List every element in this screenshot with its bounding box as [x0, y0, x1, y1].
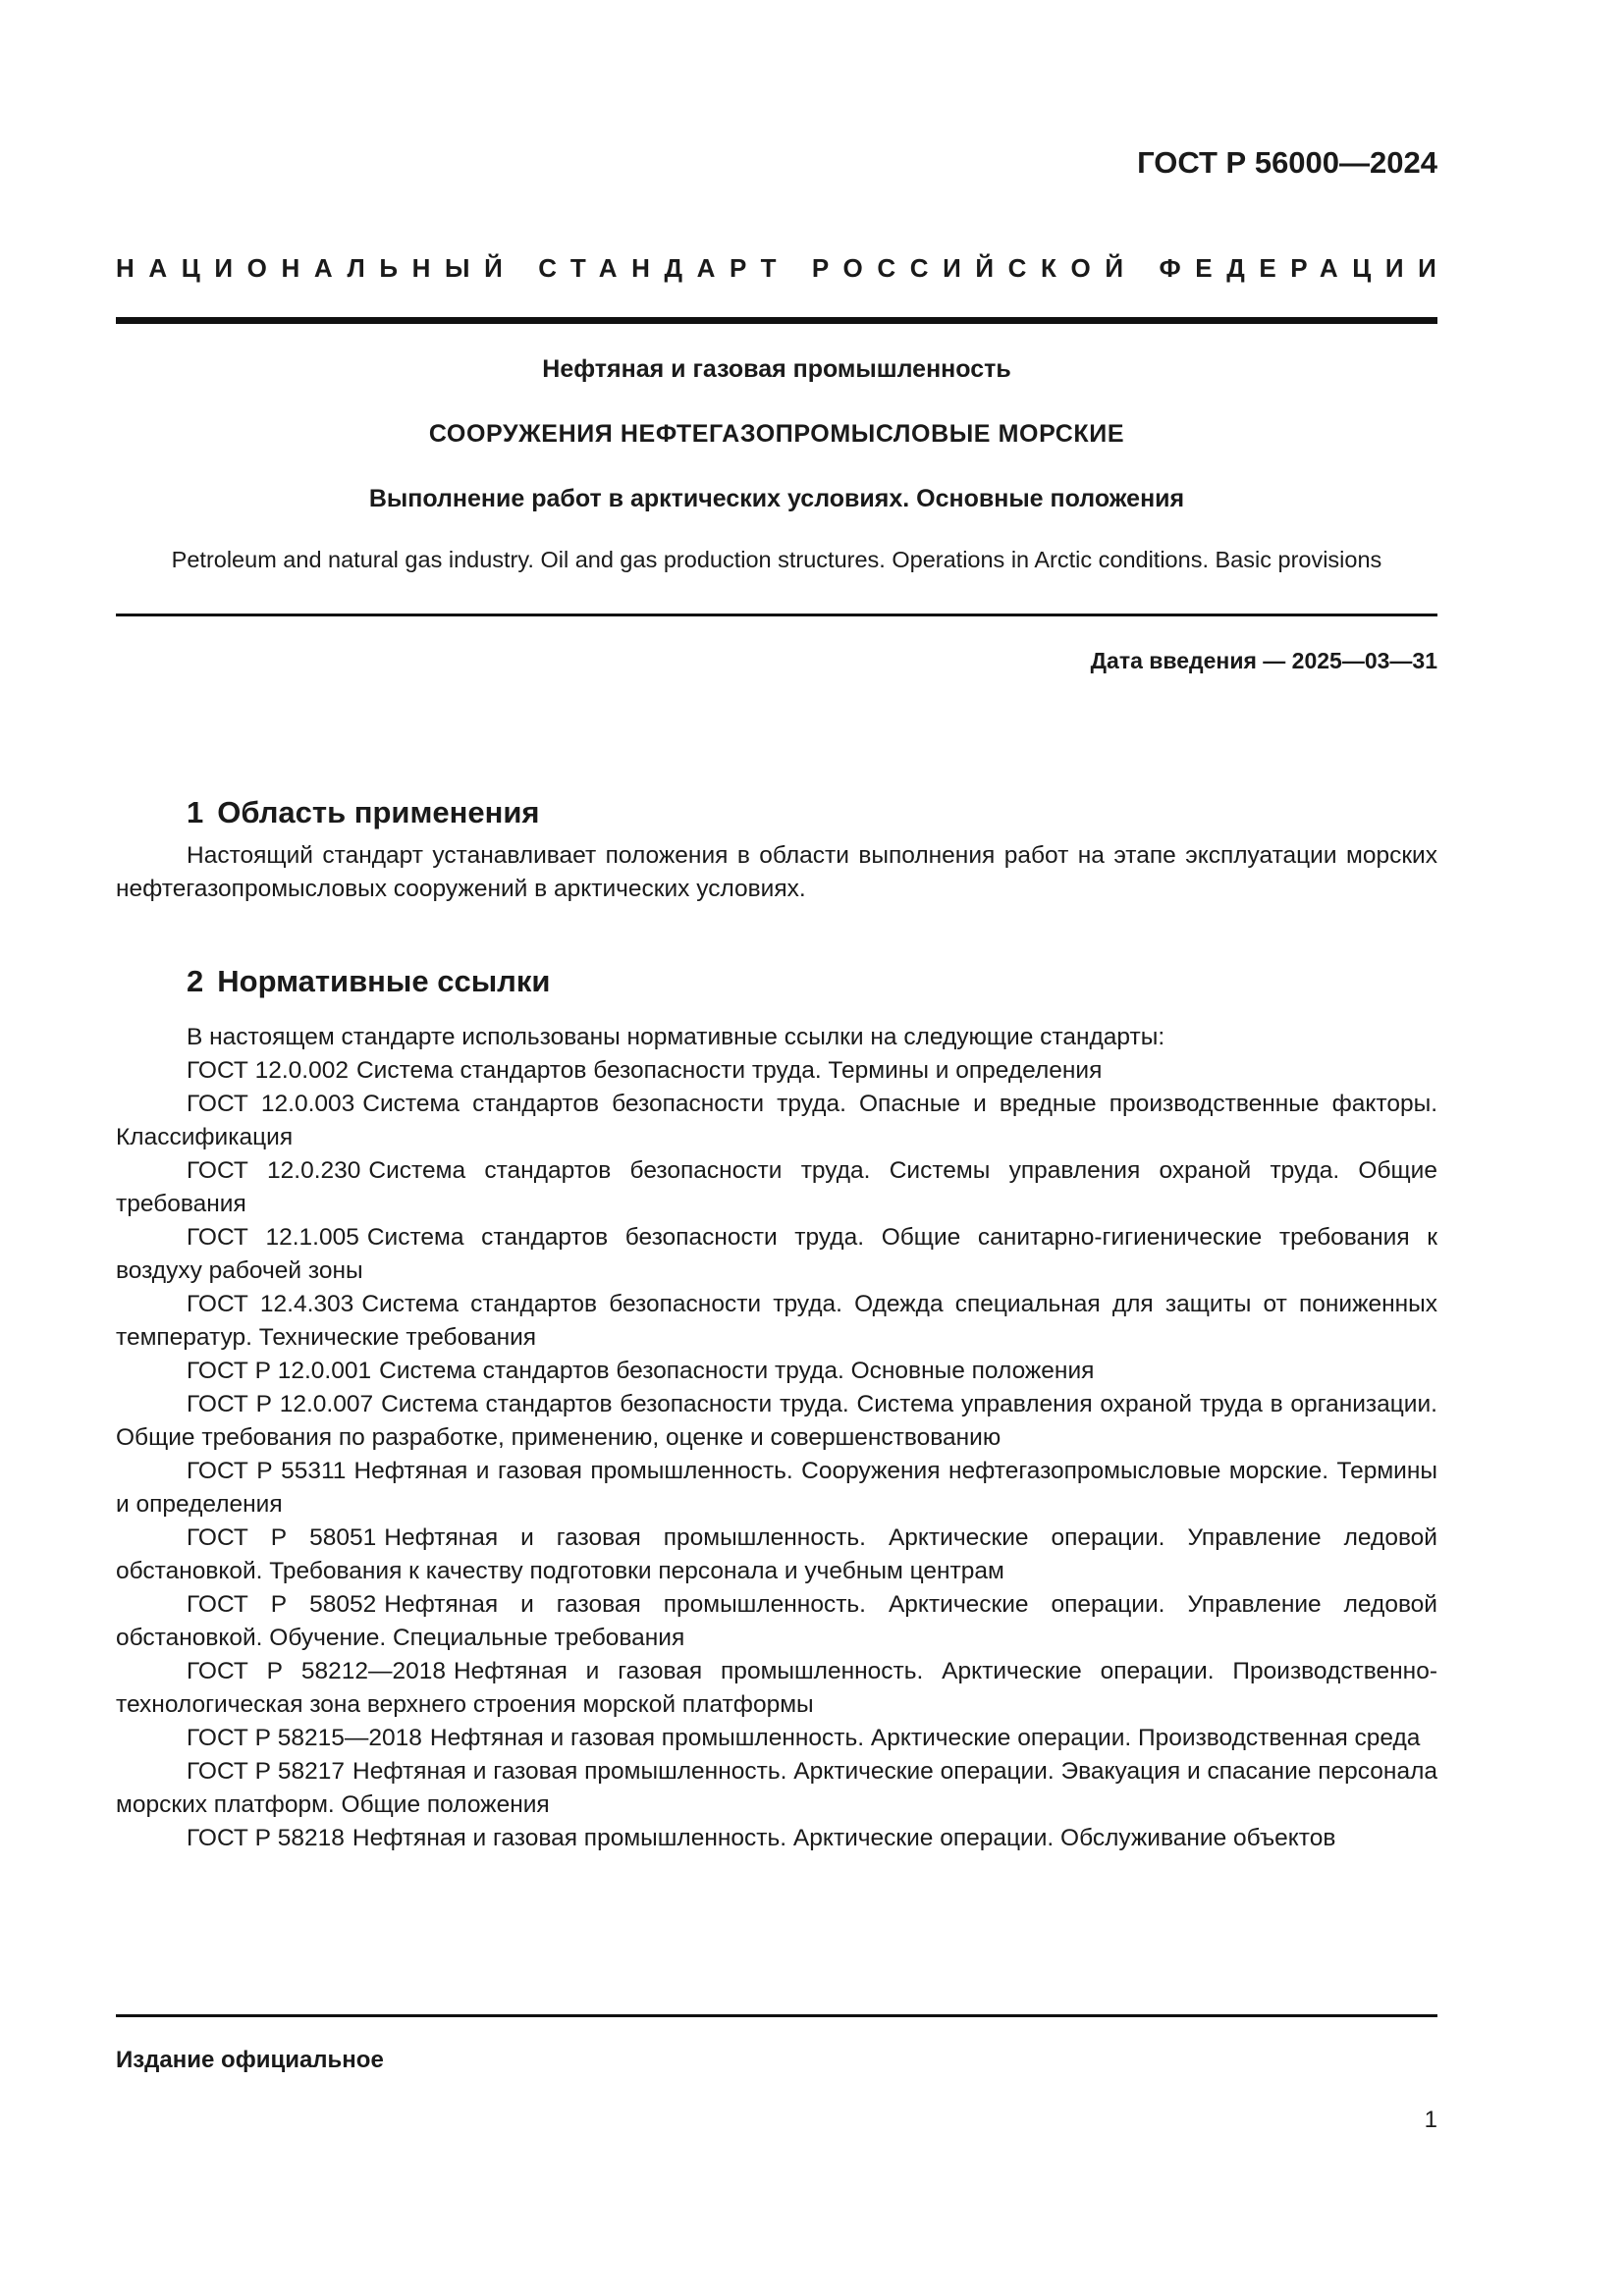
references-list [116, 1021, 1437, 1855]
reference-item [116, 1054, 1437, 1088]
reference-code: ГОСТ Р 58215—2018 [187, 1725, 422, 1751]
reference-item [116, 1655, 1437, 1722]
reference-title: Нефтяная и газовая промышленность. Арктические операции. Производственная среда [429, 1725, 1421, 1751]
reference-item [116, 1522, 1437, 1588]
scope-paragraph: Настоящий стандарт устанавливает положения в области выполнения работ на этапе эксплуатации морских нефтегазопромысловых сооружений в арктических условиях. [116, 842, 1437, 902]
reference-item [116, 1355, 1437, 1388]
reference-title: Нефтяная и газовая промышленность. Арктические операции. Управление ледовой обстановкой. Обучение. Специальные требования [116, 1591, 1437, 1651]
reference-item [116, 1088, 1437, 1154]
reference-code: ГОСТ 12.0.230 [187, 1157, 361, 1184]
reference-code: ГОСТ 12.0.003 [187, 1091, 355, 1117]
reference-title: Нефтяная и газовая промышленность. Арктические операции. Управление ледовой обстановкой. Требования к качеству подготовки персонала и учебным центрам [116, 1524, 1437, 1584]
reference-code: ГОСТ Р 58217 [187, 1758, 346, 1785]
industry-title: Нефтяная и газовая промышленность [542, 355, 1011, 383]
reference-item [116, 1221, 1437, 1288]
reference-title: Нефтяная и газовая промышленность. Арктические операции. Эвакуация и спасание персонала морских платформ. Общие положения [116, 1758, 1437, 1818]
reference-code: ГОСТ 12.1.005 [187, 1224, 359, 1251]
page-number: 1 [1424, 2107, 1437, 2133]
reference-title: Нефтяная и газовая промышленность. Арктические операции. Обслуживание объектов [352, 1825, 1336, 1851]
reference-item [116, 1288, 1437, 1355]
national-standard-title: НАЦИОНАЛЬНЫЙ СТАНДАРТ РОССИЙСКОЙ ФЕДЕРАЦИИ [116, 253, 1451, 283]
reference-title: Нефтяная и газовая промышленность. Арктические операции. Производственно-технологическая зона верхнего строения морской платформы [116, 1658, 1437, 1718]
standard-number: ГОСТ Р 56000—2024 [1137, 145, 1437, 180]
reference-code: ГОСТ 12.0.002 [187, 1057, 349, 1084]
title-divider [116, 614, 1437, 616]
reference-title: Система стандартов безопасности труда. Термины и определения [355, 1057, 1103, 1084]
reference-item [116, 1755, 1437, 1822]
reference-title: Система стандартов безопасности труда. Система управления охраной труда в организации. Общие требования по разработке, применению, оценке и совершенствованию [116, 1391, 1437, 1451]
main-title: СООРУЖЕНИЯ НЕФТЕГАЗОПРОМЫСЛОВЫЕ МОРСКИЕ [428, 420, 1125, 448]
references-intro: В настоящем стандарте использованы нормативные ссылки на следующие стандарты: [187, 1024, 1165, 1050]
reference-title: Система стандартов безопасности труда. Общие санитарно-гигиенические требования к воздуху рабочей зоны [116, 1224, 1438, 1284]
reference-item [116, 1722, 1437, 1755]
reference-title: Нефтяная и газовая промышленность. Сооружения нефтегазопромысловые морские. Термины и определения [116, 1458, 1438, 1518]
reference-title: Система стандартов безопасности труда. Системы управления охраной труда. Общие требования [116, 1157, 1437, 1217]
section-number: 2 [187, 964, 204, 998]
introduction-date: Дата введения — 2025—03—31 [1090, 648, 1437, 673]
document-page [116, 0, 1451, 2296]
reference-title: Система стандартов безопасности труда. Опасные и вредные производственные факторы. Классификация [116, 1091, 1437, 1150]
reference-item [116, 1588, 1437, 1655]
reference-title: Система стандартов безопасности труда. Одежда специальная для защиты от пониженных температур. Технические требования [116, 1291, 1438, 1351]
reference-code: ГОСТ Р 58212—2018 [187, 1658, 446, 1684]
reference-title: Система стандартов безопасности труда. Основные положения [379, 1358, 1095, 1384]
header-divider [116, 317, 1437, 324]
section-title: Область применения [217, 795, 540, 829]
footer-divider [116, 2014, 1437, 2017]
reference-code: ГОСТ Р 12.0.001 [187, 1358, 372, 1384]
section-heading-scope [187, 795, 540, 830]
reference-item [116, 1455, 1437, 1522]
section-heading-references [187, 964, 550, 999]
reference-item [116, 1388, 1437, 1455]
section-title: Нормативные ссылки [217, 964, 551, 998]
reference-item [116, 1154, 1437, 1221]
reference-code: ГОСТ Р 58051 [187, 1524, 377, 1551]
reference-code: ГОСТ Р 58052 [187, 1591, 377, 1618]
section-number: 1 [187, 795, 204, 829]
subtitle: Выполнение работ в арктических условиях. Основные положения [368, 485, 1185, 512]
reference-code: ГОСТ Р 55311 [187, 1458, 347, 1484]
official-edition-label: Издание официальное [116, 2047, 384, 2073]
reference-item [116, 1822, 1437, 1855]
reference-code: ГОСТ 12.4.303 [187, 1291, 354, 1317]
reference-code: ГОСТ Р 58218 [187, 1825, 345, 1851]
reference-code: ГОСТ Р 12.0.007 [187, 1391, 374, 1417]
english-title: Petroleum and natural gas industry. Oil and gas production structures. Operations in Arctic conditions. Basic provisions [171, 547, 1382, 572]
